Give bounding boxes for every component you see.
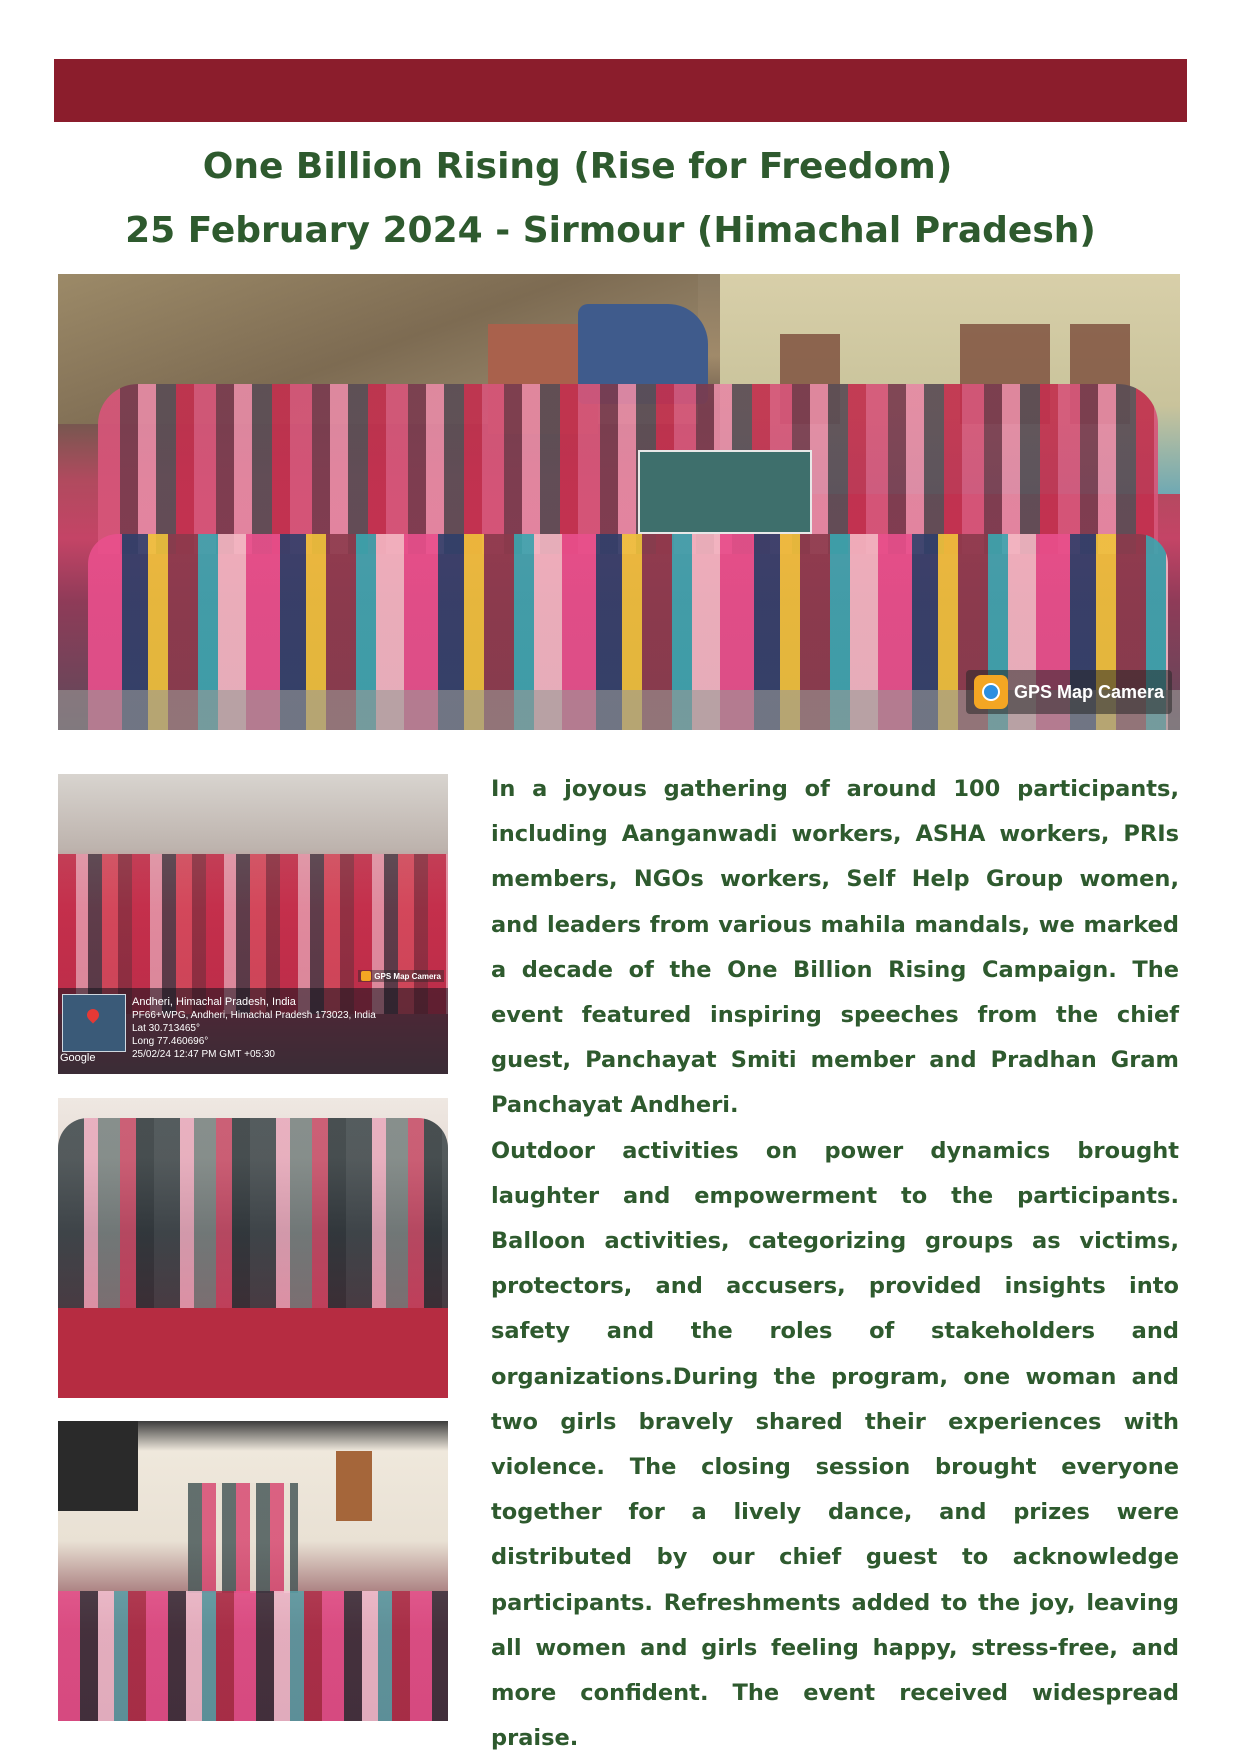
gps-map-camera-watermark xyxy=(966,670,1172,714)
photo-standing-participants xyxy=(58,1118,448,1308)
article-paragraph-1: In a joyous gathering of around 100 participants, including Aanganwadi workers, ASHA workers, PRIs members, NGOs workers, Self Help Group women, and leaders from various mahila mandals, we marked a decade of the One Billion Rising Campaign. The event featured inspiring speeches from the chief guest, Panchayat Smiti member and Pradhan Gram Panchayat Andheri. xyxy=(491,776,1179,1119)
gps-watermark-label: GPS Map Camera xyxy=(1013,681,1164,702)
photo-standing-crowd xyxy=(98,384,1158,554)
speech-session-photo xyxy=(58,1421,448,1721)
geotag-longitude: Long 77.460696° xyxy=(132,1036,209,1047)
gps-camera-logo-icon xyxy=(361,971,371,981)
photo-red-carpet xyxy=(58,1308,448,1398)
indoor-gathering-photo xyxy=(58,774,448,1074)
article-paragraph-2: Outdoor activities on power dynamics brought laughter and empowerment to the participants. Balloon activities, categorizing groups as victims, protectors, and accusers, provided insights into safety and the roles of stakeholders and organizations.During the program, one woman and two girls bravely shared their experiences with violence. The closing session brought everyone together for a lively dance, and prizes were distributed by our chief guest to acknowledge participants. Refreshments added to the joy, leaving all women and girls feeling happy, stress-free, and more confident. The event received widespread praise. xyxy=(491,1137,1179,1752)
prize-distribution-photo xyxy=(58,1098,448,1398)
geotag-latitude: Lat 30.713465° xyxy=(132,1023,200,1034)
mini-map-thumbnail xyxy=(62,994,126,1052)
photo-seated-audience xyxy=(58,1591,448,1721)
photo-campaign-banner xyxy=(638,450,812,534)
header-band xyxy=(54,59,1187,122)
page-subtitle-date-location: 25 February 2024 - Sirmour (Himachal Pradesh) xyxy=(125,210,1096,251)
gps-map-camera-watermark-small xyxy=(358,970,444,982)
photo-blackboard xyxy=(58,1421,138,1511)
map-pin-icon xyxy=(85,1007,102,1024)
geotag-details xyxy=(132,996,376,1061)
article-body xyxy=(491,767,1179,1761)
page-title: One Billion Rising (Rise for Freedom) xyxy=(202,146,953,187)
gps-camera-logo-icon xyxy=(974,675,1008,709)
photo-door xyxy=(336,1451,372,1521)
google-logo: Google xyxy=(60,1052,96,1064)
photo-standing-guests xyxy=(188,1483,298,1593)
geotag-location: Andheri, Himachal Pradesh, India xyxy=(132,996,296,1008)
geotag-address: PF66+WPG, Andheri, Himachal Pradesh 173023, India xyxy=(132,1010,376,1021)
main-group-photo xyxy=(58,274,1180,730)
gps-watermark-label: GPS Map Camera xyxy=(374,971,441,981)
geotag-timestamp: 25/02/24 12:47 PM GMT +05:30 xyxy=(132,1049,275,1060)
